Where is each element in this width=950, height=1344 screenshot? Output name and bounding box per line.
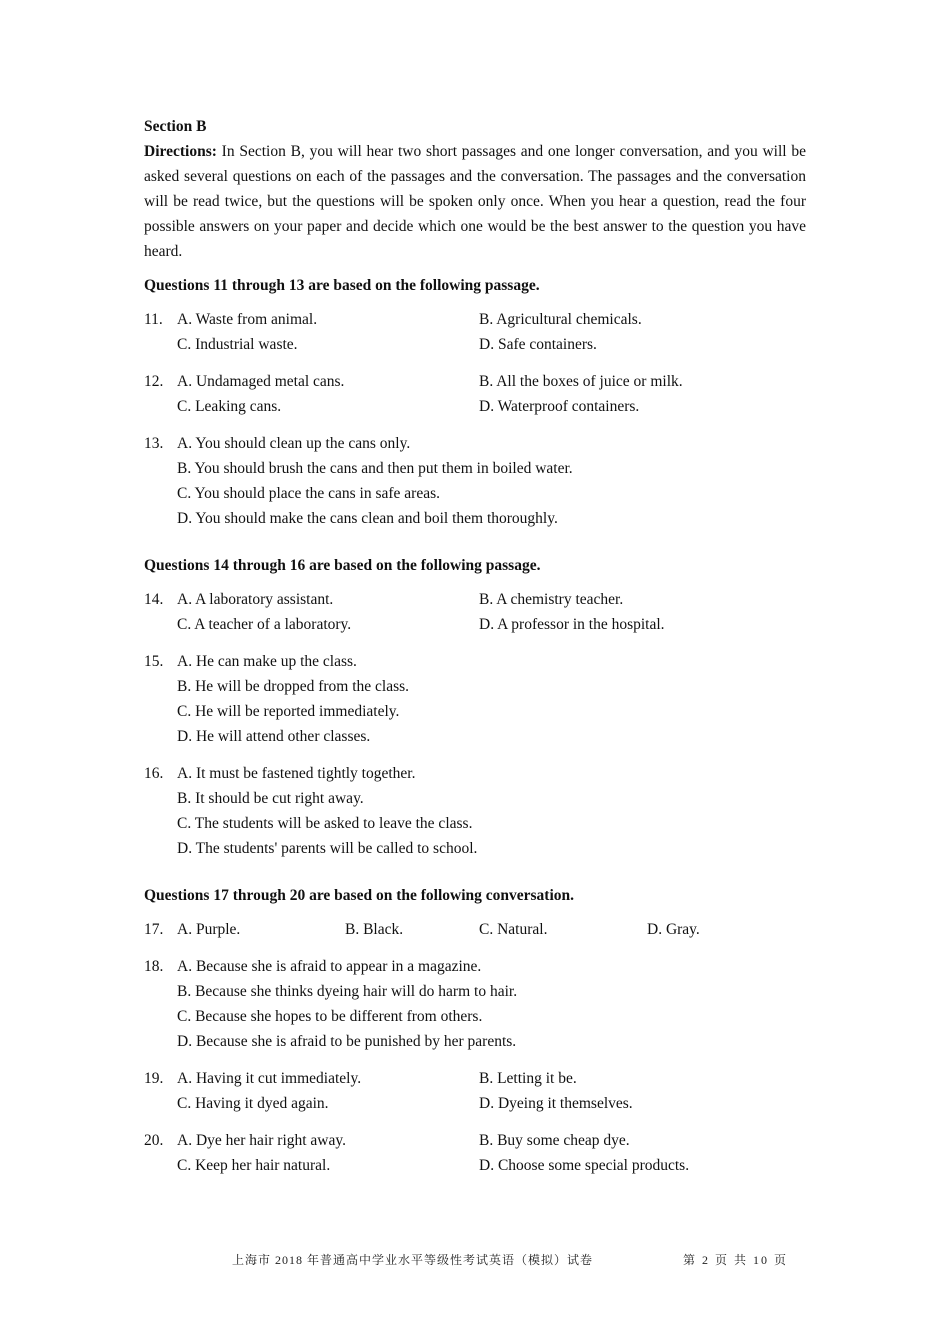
option-c: C. Industrial waste. bbox=[177, 336, 298, 353]
option-d: D. Choose some special products. bbox=[479, 1157, 690, 1174]
question-11 bbox=[144, 307, 806, 357]
option-c: C. You should place the cans in safe areas. bbox=[177, 485, 441, 502]
option-d: D. Because she is afraid to be punished by her parents. bbox=[177, 1033, 517, 1050]
option-a: A. Waste from animal. bbox=[177, 311, 318, 328]
question-number: 17. bbox=[144, 921, 164, 938]
option-d: D. Waterproof containers. bbox=[479, 398, 640, 415]
question-15 bbox=[144, 649, 806, 749]
option-c: C. Natural. bbox=[479, 921, 548, 938]
question-19 bbox=[144, 1066, 806, 1116]
option-b: B. Letting it be. bbox=[479, 1070, 577, 1087]
option-a: A. He can make up the class. bbox=[177, 653, 357, 670]
question-12 bbox=[144, 369, 806, 419]
question-number: 20. bbox=[144, 1132, 164, 1149]
page-footer bbox=[0, 1250, 950, 1270]
options bbox=[177, 307, 806, 357]
exam-page bbox=[144, 114, 806, 1190]
options bbox=[177, 917, 806, 942]
options bbox=[177, 587, 806, 637]
option-b: B. Black. bbox=[345, 921, 404, 938]
option-c: C. Leaking cans. bbox=[177, 398, 282, 415]
option-a: A. Purple. bbox=[177, 921, 241, 938]
section-title: Section B bbox=[144, 118, 207, 135]
question-number: 14. bbox=[144, 591, 164, 608]
option-d: D. You should make the cans clean and boil them thoroughly. bbox=[177, 510, 558, 527]
question-number: 11. bbox=[144, 311, 163, 328]
option-d: D. He will attend other classes. bbox=[177, 728, 371, 745]
question-17 bbox=[144, 917, 806, 942]
option-d: D. Safe containers. bbox=[479, 336, 597, 353]
option-c: C. A teacher of a laboratory. bbox=[177, 616, 352, 633]
option-c: C. Keep her hair natural. bbox=[177, 1157, 331, 1174]
option-c: C. He will be reported immediately. bbox=[177, 703, 400, 720]
question-20 bbox=[144, 1128, 806, 1178]
options bbox=[177, 431, 806, 531]
option-a: A. Having it cut immediately. bbox=[177, 1070, 362, 1087]
option-d: D. Dyeing it themselves. bbox=[479, 1095, 633, 1112]
option-c: C. The students will be asked to leave the class. bbox=[177, 815, 473, 832]
question-number: 12. bbox=[144, 373, 164, 390]
options bbox=[177, 1066, 806, 1116]
group-heading-17-20: Questions 17 through 20 are based on the following conversation. bbox=[144, 887, 575, 904]
option-c: C. Having it dyed again. bbox=[177, 1095, 329, 1112]
question-13 bbox=[144, 431, 806, 531]
question-number: 15. bbox=[144, 653, 164, 670]
options bbox=[177, 369, 806, 419]
group-heading-11-13: Questions 11 through 13 are based on the following passage. bbox=[144, 277, 540, 294]
option-a: A. A laboratory assistant. bbox=[177, 591, 334, 608]
option-b: B. Buy some cheap dye. bbox=[479, 1132, 630, 1149]
option-b: B. You should brush the cans and then put them in boiled water. bbox=[177, 460, 573, 477]
options bbox=[177, 954, 806, 1054]
option-b: B. He will be dropped from the class. bbox=[177, 678, 410, 695]
option-a: A. Undamaged metal cans. bbox=[177, 373, 345, 390]
directions-paragraph bbox=[144, 139, 806, 264]
question-number: 18. bbox=[144, 958, 164, 975]
option-a: A. Because she is afraid to appear in a magazine. bbox=[177, 958, 482, 975]
option-b: B. Agricultural chemicals. bbox=[479, 311, 642, 328]
options bbox=[177, 649, 806, 749]
question-number: 19. bbox=[144, 1070, 164, 1087]
option-d: D. The students' parents will be called to school. bbox=[177, 840, 478, 857]
option-d: D. Gray. bbox=[647, 921, 700, 938]
question-number: 13. bbox=[144, 435, 164, 452]
footer-page-number: 第 2 页 共 10 页 bbox=[683, 1253, 789, 1267]
option-d: D. A professor in the hospital. bbox=[479, 616, 665, 633]
option-b: B. A chemistry teacher. bbox=[479, 591, 624, 608]
option-c: C. Because she hopes to be different from others. bbox=[177, 1008, 483, 1025]
option-a: A. Dye her hair right away. bbox=[177, 1132, 347, 1149]
group-heading-14-16: Questions 14 through 16 are based on the following passage. bbox=[144, 557, 541, 574]
footer-exam-title: 上海市 2018 年普通高中学业水平等级性考试英语（模拟）试卷 bbox=[232, 1253, 594, 1267]
option-a: A. It must be fastened tightly together. bbox=[177, 765, 416, 782]
directions-text: In Section B, you will hear two short passages and one longer conversation, and you will be asked several questions on each of the passages and the conversation. The passages and the conversation will be read twice, but the questions will be spoken only once. When you hear a question, read the four possible answers on your paper and decide which one would be the best answer to the question you have heard. bbox=[144, 143, 806, 260]
directions-label: Directions: bbox=[144, 143, 217, 160]
option-b: B. Because she thinks dyeing hair will do harm to hair. bbox=[177, 983, 518, 1000]
option-a: A. You should clean up the cans only. bbox=[177, 435, 411, 452]
options bbox=[177, 1128, 806, 1178]
option-b: B. All the boxes of juice or milk. bbox=[479, 373, 683, 390]
question-18 bbox=[144, 954, 806, 1054]
option-b: B. It should be cut right away. bbox=[177, 790, 364, 807]
question-16 bbox=[144, 761, 806, 861]
question-14 bbox=[144, 587, 806, 637]
question-number: 16. bbox=[144, 765, 164, 782]
options bbox=[177, 761, 806, 861]
